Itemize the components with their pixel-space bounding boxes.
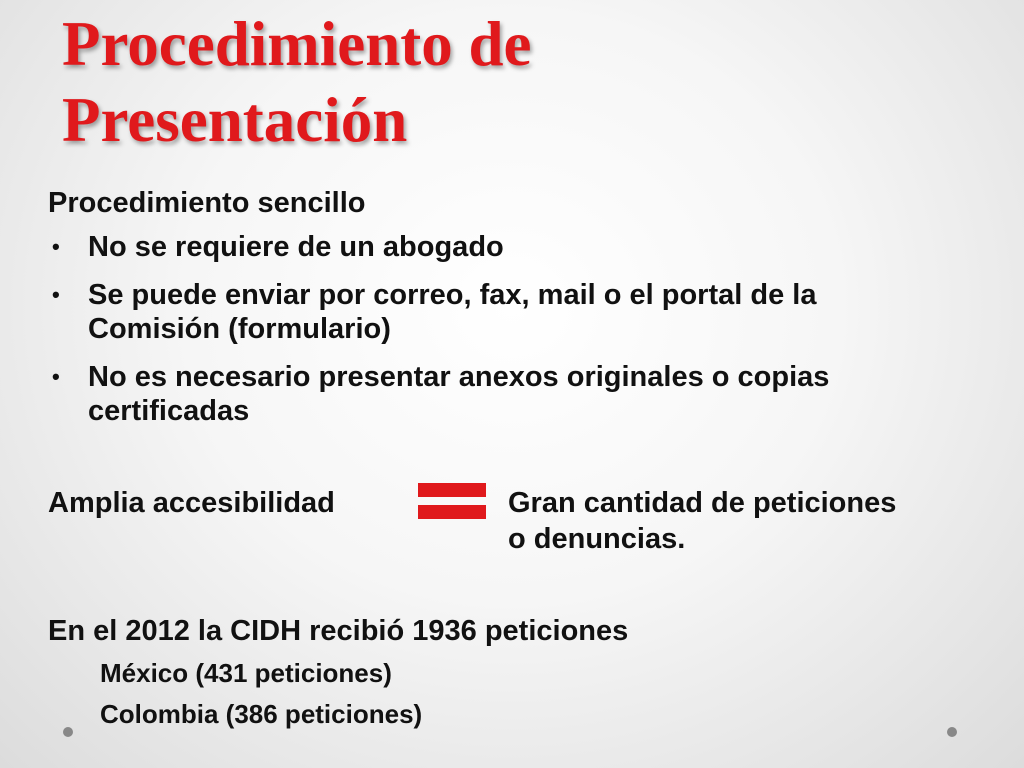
equation-right-text-line-2: o denuncias. (508, 523, 686, 555)
stats-item-mexico: México (431 peticiones) (100, 658, 392, 688)
bullet-marker-1: • (52, 234, 60, 259)
title-line-2: Presentación (62, 85, 408, 155)
intro-text: Procedimiento sencillo (48, 187, 366, 219)
equation-right-text-line-1: Gran cantidad de peticiones (508, 487, 897, 519)
stats-heading: En el 2012 la CIDH recibió 1936 peticiones (48, 615, 629, 647)
bullet-2-text-line-2: Comisión (formulario) (88, 313, 391, 345)
bullet-3-text-line-1: No es necesario presentar anexos originales o copias (88, 361, 830, 393)
right-corner-dot-icon (947, 727, 957, 737)
equals-sign-icon (418, 483, 486, 523)
equals-bar-top (418, 483, 486, 497)
bullet-marker-3: • (52, 364, 60, 389)
bullet-2-text-line-1: Se puede enviar por correo, fax, mail o el portal de la (88, 279, 817, 311)
bullet-marker-2: • (52, 282, 60, 307)
left-corner-dot-icon (63, 727, 73, 737)
bullet-1-text: No se requiere de un abogado (88, 231, 504, 263)
slide-title (62, 6, 962, 158)
title-line-1: Procedimiento de (62, 9, 532, 79)
bullet-3-text-line-2: certificadas (88, 395, 250, 427)
equation-left-text: Amplia accesibilidad (48, 487, 335, 519)
equals-bar-bottom (418, 505, 486, 519)
stats-item-colombia: Colombia (386 peticiones) (100, 699, 423, 729)
